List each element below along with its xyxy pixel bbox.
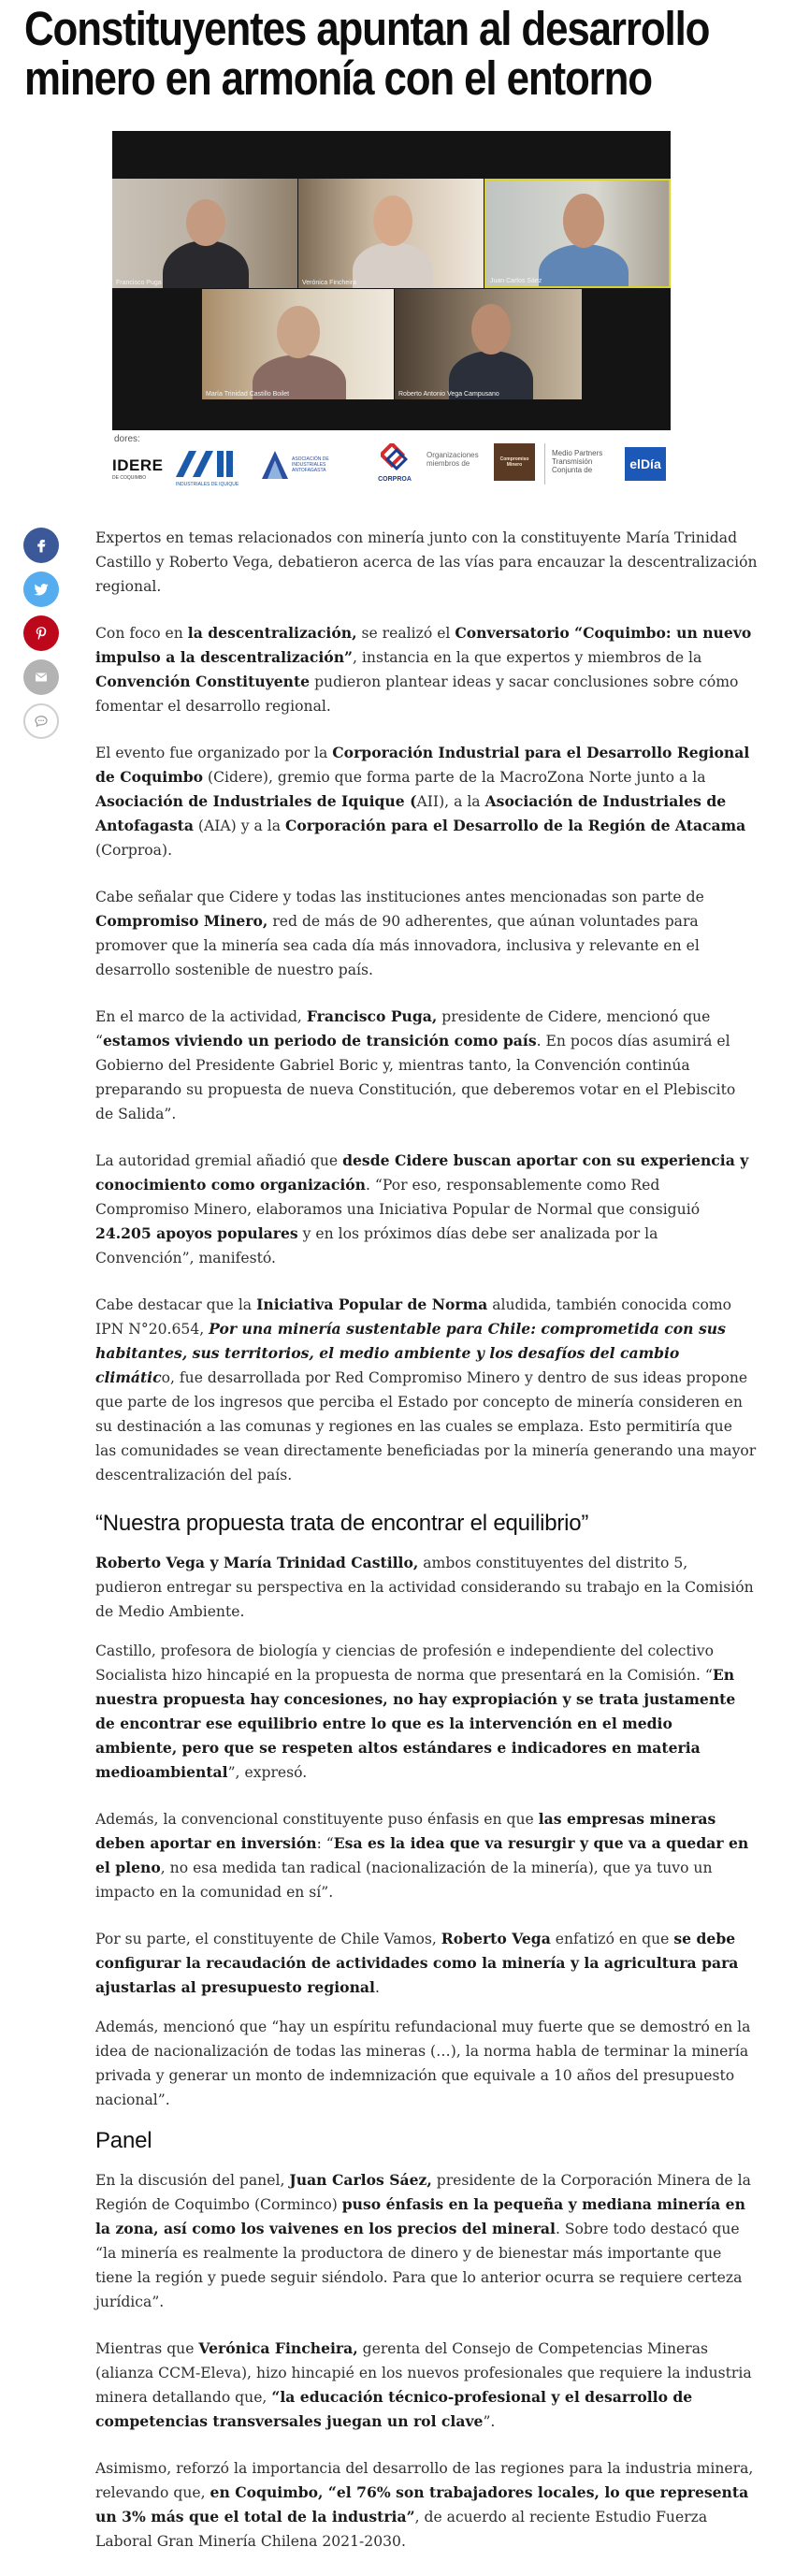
paragraph: Mientras que Verónica Fincheira, gerenta del Consejo de Competencias Mineras (alianza CCM-Eleva), hizo hincapié en los nuevos profesionales que requiere la industria minera detallando que, “la educación técnico-profesional y el desarrollo de competencias transversales juegan un rol clave”. [95,2339,752,2430]
participant-tile [298,179,484,288]
participant-name: Juan Carlos Sáez [490,278,542,284]
paragraph: El evento fue organizado por la Corporación Industrial para el Desarrollo Regional de Coquimbo (Cidere), gremio que forma parte de la MacroZona Norte junto a la Asociación de Industriales de Iquique (AII), a la Asociación de Industriales de Antofagasta (AIA) y a la Corporación para el Desarrollo de la Región de Atacama (Corproa). [95,744,750,859]
participant-tile [112,179,297,288]
subheading-equilibrio: “Nuestra propuesta trata de encontrar el equilibrio” [95,1511,589,1536]
twitter-icon [33,581,50,598]
subheading-panel: Panel [95,2128,152,2153]
participant-name: María Trinidad Castillo Boilet [206,391,290,398]
sponsor-logos [112,430,671,493]
paragraph: Expertos en temas relacionados con minería junto con la constituyente María Trinidad Castillo y Roberto Vega, debatieron acerca de las vías para encauzar la descentralización regional. [95,529,758,595]
paragraph: En el marco de la actividad, Francisco Puga, presidente de Cidere, mencionó que “estamos viviendo un periodo de transición como país. En pocos días asumirá el Gobierno del Presidente Gabriel Boric y, mientras tanto, la Convención continúa preparando su propuesta de nueva Constitución, que deberemos votar en el Plebiscito de Salida”. [95,1007,736,1122]
share-facebook-button[interactable] [23,528,59,563]
article-headline [24,2,710,105]
participant-name: Roberto Antonio Vega Campusano [398,391,499,398]
cidere-logo: IDERE DE COQUIMBO [112,456,164,481]
email-icon [33,669,50,686]
media-partners-label: Medio Partners Transmisión Conjunta de [552,449,603,474]
comments-button[interactable] [23,703,59,739]
paragraph: Cabe destacar que la Iniciativa Popular de Norma aludida, también conocida como IPN N°20.654, Por una minería sustentable para Chile: comprometida con sus habitantes, sus territorios, el medio ambiente y los desafíos del cambio climático, fue desarrollada por Red Compromiso Minero y dentro de sus ideas propone que parte de los ingresos que perciba el Estado por concepto de minería consideren en su destinación a las comunas y regiones en las cuales se emplaza. Esto permitiría que las comunidades se vean directamente beneficiadas por la minería generando una mayor descentralización del país. [95,1295,757,1483]
comment-icon [33,713,50,730]
organizers-label: dores: [114,434,140,444]
participant-name: Verónica Fincheira [302,280,356,286]
corproa-logo: CORPROA [367,443,423,483]
participant-tile-active [484,179,671,288]
participant-tile [202,289,394,399]
aia-logo: ASOCIACIÓN DE INDUSTRIALES ANTOFAGASTA [262,451,355,484]
paragraph: En la discusión del panel, Juan Carlos Sáez, presidente de la Corporación Minera de la Región de Coquimbo (Corminco) puso énfasis en la pequeña y mediana minería en la zona, así como los vaivenes en los precios del mineral. Sobre todo destacó que “la minería es realmente la productora de dinero y de bienestar más importante que tiene la región y puede seguir siéndolo. Para que lo anterior ocurra se requiere certeza jurídica”. [95,2171,751,2310]
share-twitter-button[interactable] [23,572,59,607]
paragraph: Castillo, profesora de biología y ciencias de profesión e independiente del colectivo Socialista hizo hincapié en la propuesta de norma que presentará en la Comisión. “En nuestra propuesta hay concesiones, no hay expropiación y se trata justamente de encontrar ese equilibrio entre lo que es la intervención en el medio ambiente, pero que se respeten altos estándares e indicadores en materia medioambiental”, expresó. [95,1643,736,1781]
participant-tile [395,289,582,399]
paragraph: Además, mencionó que “hay un espíritu refundacional muy fuerte que se demostró en la idea de nacionalización de todas las mineras (…), la norma habla de terminar la minería privada y generar un monto de indemnización que equivale a 10 años del presupuesto nacional”. [95,2019,751,2108]
share-pinterest-button[interactable] [23,615,59,651]
participant-name: Francisco Puga [116,280,162,286]
facebook-icon [33,537,50,554]
video-call-frame [112,131,671,430]
headline-line-2: minero en armonía con el entorno [24,51,652,105]
divider [544,443,545,485]
pinterest-icon [33,625,50,642]
paragraph: Por su parte, el constituyente de Chile Vamos, Roberto Vega enfatizó en que se debe configurar la recaudación de actividades como la minería y la agricultura para ajustarlas al presupuesto regional. [95,1930,739,1996]
paragraph: Cabe señalar que Cidere y todas las instituciones antes mencionadas son parte de Compromiso Minero, red de más de 90 adherentes, que aúnan voluntades para promover que la minería sea cada día más innovadora, inclusiva y relevante en el desarrollo sostenible de nuestro país. [95,889,704,978]
article-body [95,526,758,2576]
members-label: Organizaciones miembros de [426,451,479,468]
paragraph: Además, la convencional constituyente puso énfasis en que las empresas mineras deben aportar en inversión: “Esa es la idea que va resurgir y que va a quedar en el pleno, no esa medida tan radical (nacionalización de la minería), que ya tuvo un impacto en la comunidad en sí”. [95,1810,749,1901]
paragraph: Roberto Vega y María Trinidad Castillo, ambos constituyentes del distrito 5, pudieron entregar su perspectiva en la actividad considerando su trabajo en la Comisión de Medio Ambiente. [95,1554,754,1620]
paragraph: Asimismo, reforzó la importancia del desarrollo de las regiones para la industria minera, relevando que, en Coquimbo, “el 76% son trabajadores locales, lo que representa un 3% más que el total de la industria”, de acuerdo al reciente Estudio Fuerza Laboral Gran Minería Chilena 2021-2030. [95,2460,754,2550]
share-email-button[interactable] [23,659,59,695]
hero-image [112,131,671,493]
headline-line-1: Constituyentes apuntan al desarrollo [24,2,710,55]
eldia-logo: elDía [625,447,666,481]
paragraph: La autoridad gremial añadió que desde Cidere buscan aportar con su experiencia y conocimiento como organización. “Por eso, responsablemente como Red Compromiso Minero, elaboramos una Iniciativa Popular de Normal que consiguió 24.205 apoyos populares y en los próximos días debe ser analizada por la Convención”, manifestó. [95,1151,749,1266]
compromiso-minero-logo: Compromiso Minero [494,443,535,481]
aii-logo: INDUSTRIALES DE IQUIQUE [176,447,251,487]
paragraph: Con foco en la descentralización, se realizó el Conversatorio “Coquimbo: un nuevo impulso a la descentralización”, instancia en la que expertos y miembros de la Convención Constituyente pudieron plantear ideas y sacar conclusiones sobre cómo fomentar el desarrollo regional. [95,624,752,715]
